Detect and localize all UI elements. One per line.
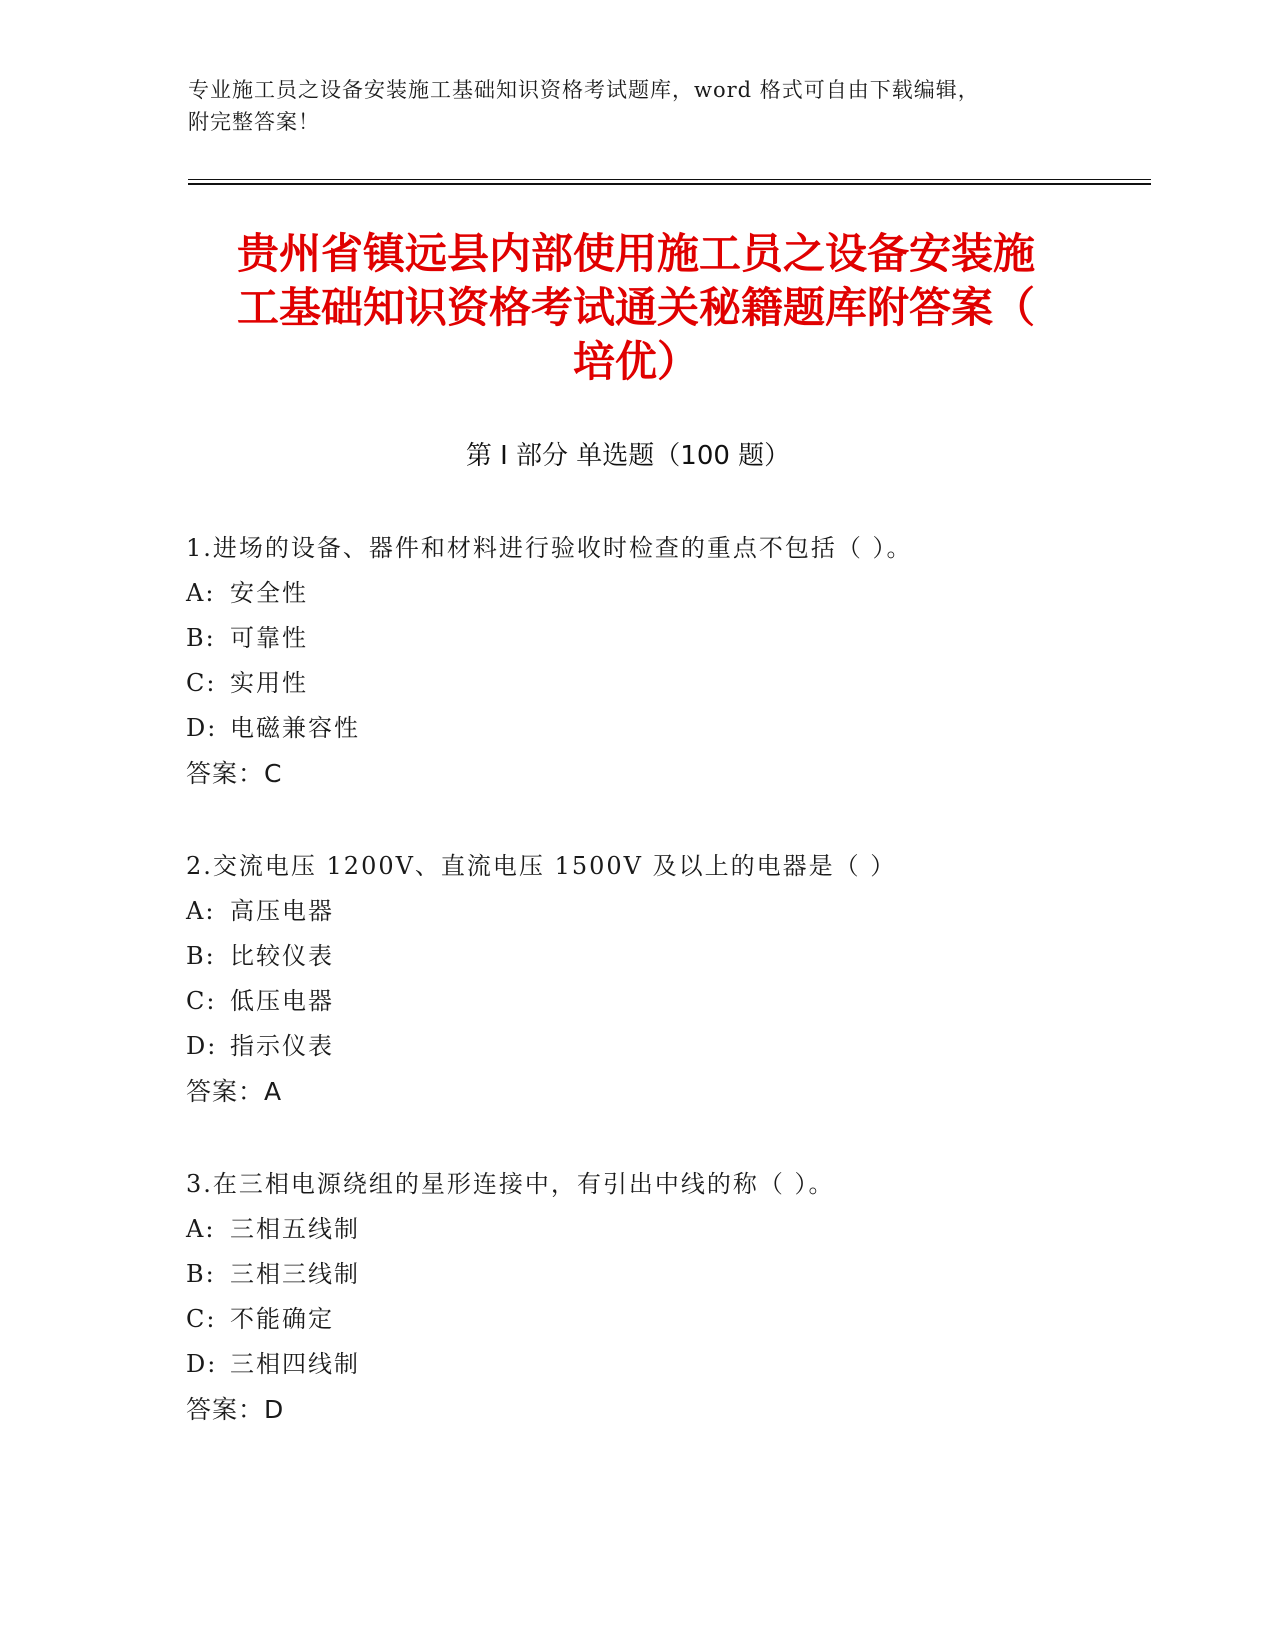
option-text: 电磁兼容性 [230,714,360,742]
option-key: B: [186,624,216,652]
option-key: A: [186,897,216,925]
option-d [186,1024,1146,1069]
option-c [186,1297,1146,1342]
option-key: A: [186,1215,216,1243]
question-2 [186,844,1146,1114]
option-a [186,571,1146,616]
option-text: 三相四线制 [230,1350,360,1378]
document-title-line2: 工基础知识资格考试通关秘籍题库附答案（ [236,283,1035,332]
document-title-line3: 培优） [572,337,699,386]
header-note-line1: 专业施工员之设备安装施工基础知识资格考试题库，word 格式可自由下载编辑， [188,78,980,102]
question-stem: 3.在三相电源绕组的星形连接中，有引出中线的称（ ）。 [186,1170,835,1198]
option-key: A: [186,579,216,607]
document-title [188,227,1084,389]
option-text: 低压电器 [230,987,334,1015]
question-stem: 2.交流电压 1200V、直流电压 1500V 及以上的电器是（ ） [186,852,897,880]
header-note [188,74,1088,138]
option-text: 三相五线制 [230,1215,360,1243]
option-text: 高压电器 [230,897,334,925]
option-d [186,706,1146,751]
option-text: 安全性 [230,579,308,607]
option-key: C: [186,669,217,697]
document-title-line1: 贵州省镇远县内部使用施工员之设备安装施 [236,229,1035,278]
option-c [186,661,1146,706]
option-text: 不能确定 [230,1305,334,1333]
header-note-line2: 附完整答案！ [188,110,320,134]
option-d [186,1342,1146,1387]
question-1 [186,526,1146,796]
option-text: 三相三线制 [230,1260,360,1288]
option-b [186,616,1146,661]
answer: 答案：A [186,1077,283,1106]
option-text: 实用性 [230,669,308,697]
option-key: B: [186,1260,216,1288]
option-b [186,934,1146,979]
option-b [186,1252,1146,1297]
option-a [186,1207,1146,1252]
question-stem: 1.进场的设备、器件和材料进行验收时检查的重点不包括（ ）。 [186,534,913,562]
option-text: 可靠性 [230,624,308,652]
option-key: D: [186,1032,218,1060]
option-key: C: [186,1305,217,1333]
answer: 答案：C [186,759,283,788]
option-key: D: [186,1350,218,1378]
answer: 答案：D [186,1395,285,1424]
option-key: B: [186,942,216,970]
option-key: C: [186,987,217,1015]
option-text: 比较仪表 [230,942,334,970]
question-3 [186,1162,1146,1432]
option-c [186,979,1146,1024]
header-divider-thin [188,179,1151,180]
option-key: D: [186,714,218,742]
section-title: 第 I 部分 单选题（100 题） [465,441,791,471]
option-a [186,889,1146,934]
header-divider-thick [188,183,1151,185]
option-text: 指示仪表 [230,1032,334,1060]
